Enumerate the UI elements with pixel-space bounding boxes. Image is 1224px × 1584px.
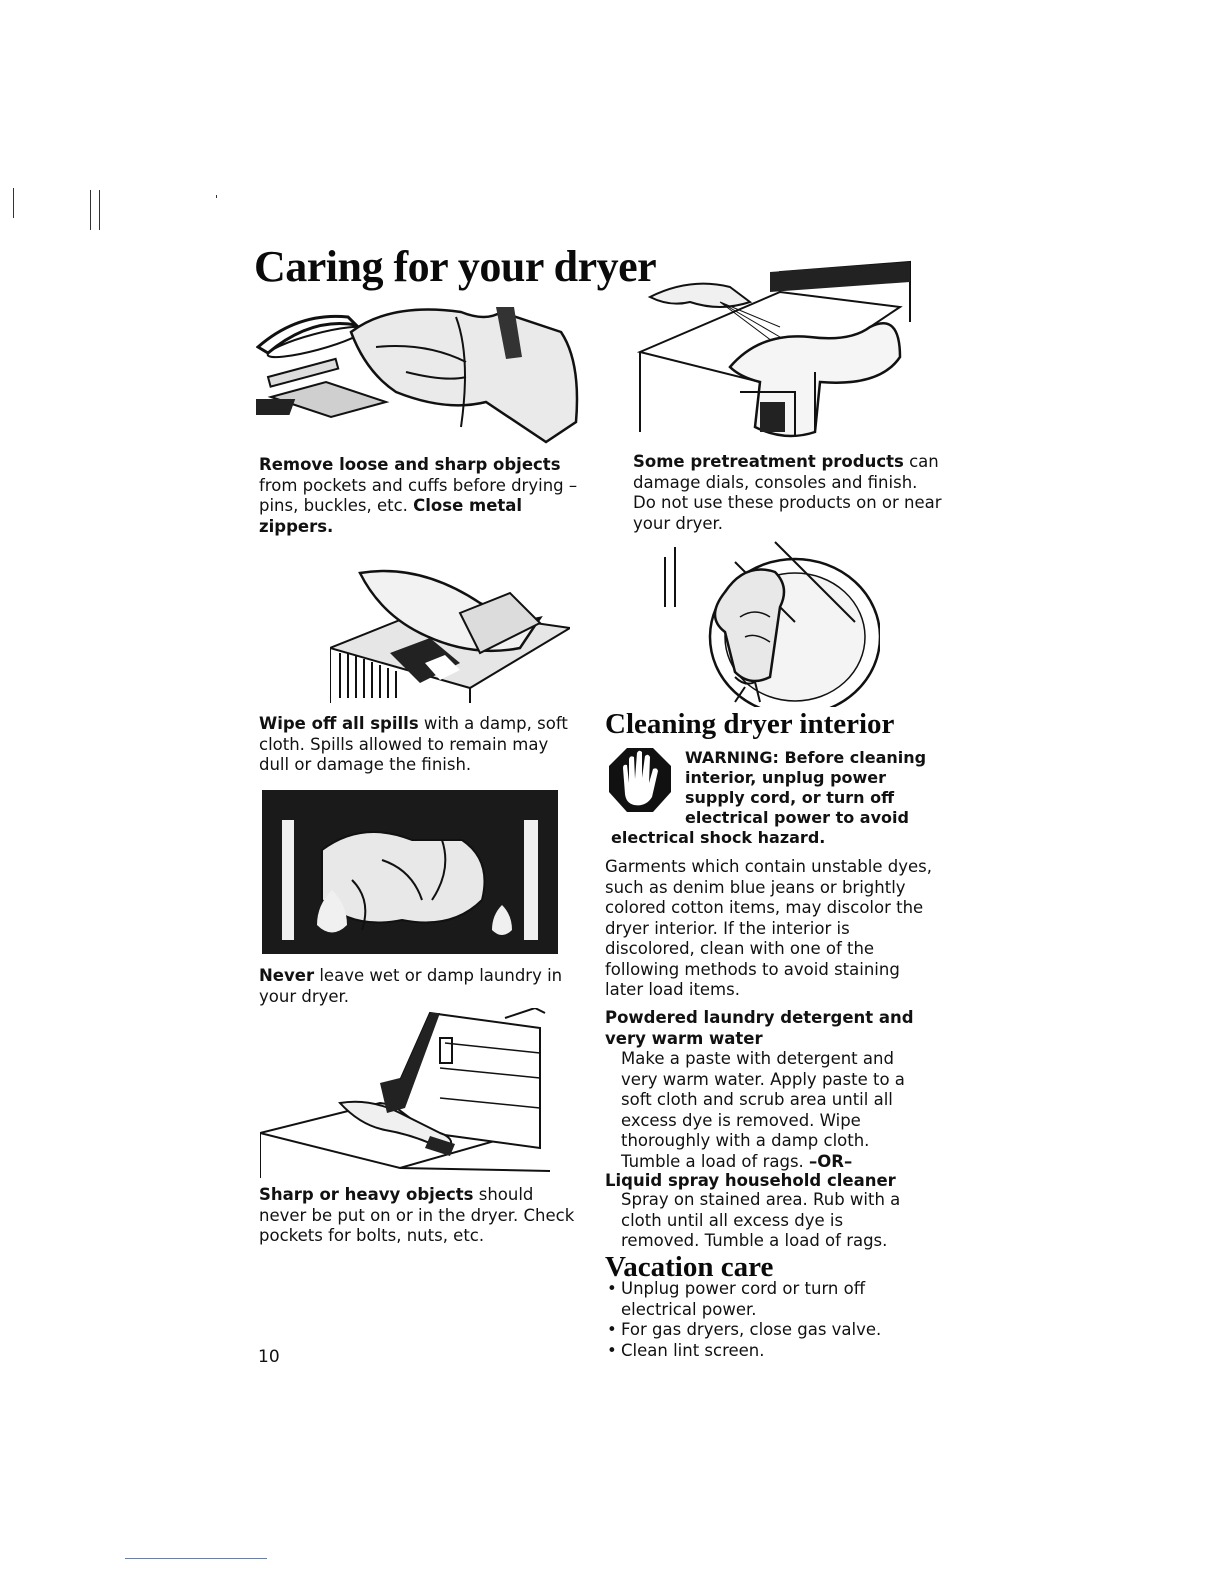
method2-text: Spray on stained area. Rub with a cloth until all excess dye is removed. Tumble a load of rags. <box>621 1190 901 1250</box>
cleaning-body: Garments which contain unstable dyes, such as denim blue jeans or brightly colored cotton items, may discolor the dryer interior. If the interior is discolored, clean with one of the following methods to avoid staining later load items. <box>605 857 932 999</box>
caption-text: from pockets and cuffs before drying – pins, buckles, etc. <box>259 475 578 515</box>
caption-sharp-objects <box>259 1185 579 1247</box>
method1-text <box>621 1049 921 1172</box>
heading-cleaning-interior: Cleaning dryer interior <box>605 708 895 740</box>
caption-loose-objects <box>259 455 589 537</box>
bottom-rule <box>125 1558 267 1559</box>
caption-text: leave wet or damp laundry in your dryer. <box>259 966 563 1006</box>
vacation-list <box>605 1279 925 1361</box>
figure-wet-laundry <box>262 790 558 954</box>
method1-body: Make a paste with detergent and very warm water. Apply paste to a soft cloth and scrub area until all excess dye is removed. Wipe thoroughly with a damp cloth. Tumble a load of rags. <box>621 1049 905 1171</box>
page-number: 10 <box>258 1347 280 1367</box>
figure-wipe-spills <box>330 553 570 703</box>
warning-text: WARNING: Before cleaning interior, unplug power supply cord, or turn off electrical power to avoid electrical shock hazard. <box>611 748 927 847</box>
method1-title: Powdered laundry detergent and very warm water <box>605 1008 914 1048</box>
caption-bold-2: Close metal zippers. <box>259 496 523 536</box>
caption-text: with a damp, soft cloth. Spills allowed to remain may dull or damage the finish. <box>259 714 568 774</box>
caption-text: can damage dials, consoles and finish. Do not use these products on or near your dryer. <box>633 452 942 533</box>
list-item: • Unplug power cord or turn off electrical power. <box>605 1279 925 1320</box>
method2-title: Liquid spray household cleaner <box>605 1171 896 1190</box>
caption-bold: Wipe off all spills <box>259 714 419 733</box>
caption-text: should never be put on or in the dryer. Check pockets for bolts, nuts, etc. <box>259 1185 575 1245</box>
heading-vacation-care: Vacation care <box>605 1251 774 1283</box>
page-title: Caring for your dryer <box>254 242 657 291</box>
list-item: • Clean lint screen. <box>605 1341 925 1362</box>
caption-wipe-spills <box>259 714 579 776</box>
list-item: • For gas dryers, close gas valve. <box>605 1320 925 1341</box>
warning-block <box>605 744 945 848</box>
warning-icon <box>607 746 677 816</box>
figure-pretreatment-spray <box>620 252 920 442</box>
caption-bold: Some pretreatment products <box>633 452 904 471</box>
caption-bold: Sharp or heavy objects <box>259 1185 474 1204</box>
caption-bold: Remove loose and sharp objects <box>259 455 561 474</box>
caption-pretreatment <box>633 452 943 534</box>
caption-bold: Never <box>259 966 315 985</box>
caption-wet-laundry <box>259 966 579 1007</box>
figure-sharp-objects <box>260 1008 560 1178</box>
figure-cleaning-drum <box>655 537 880 707</box>
method1-or: –OR– <box>809 1151 853 1171</box>
figure-loose-objects <box>256 287 586 447</box>
